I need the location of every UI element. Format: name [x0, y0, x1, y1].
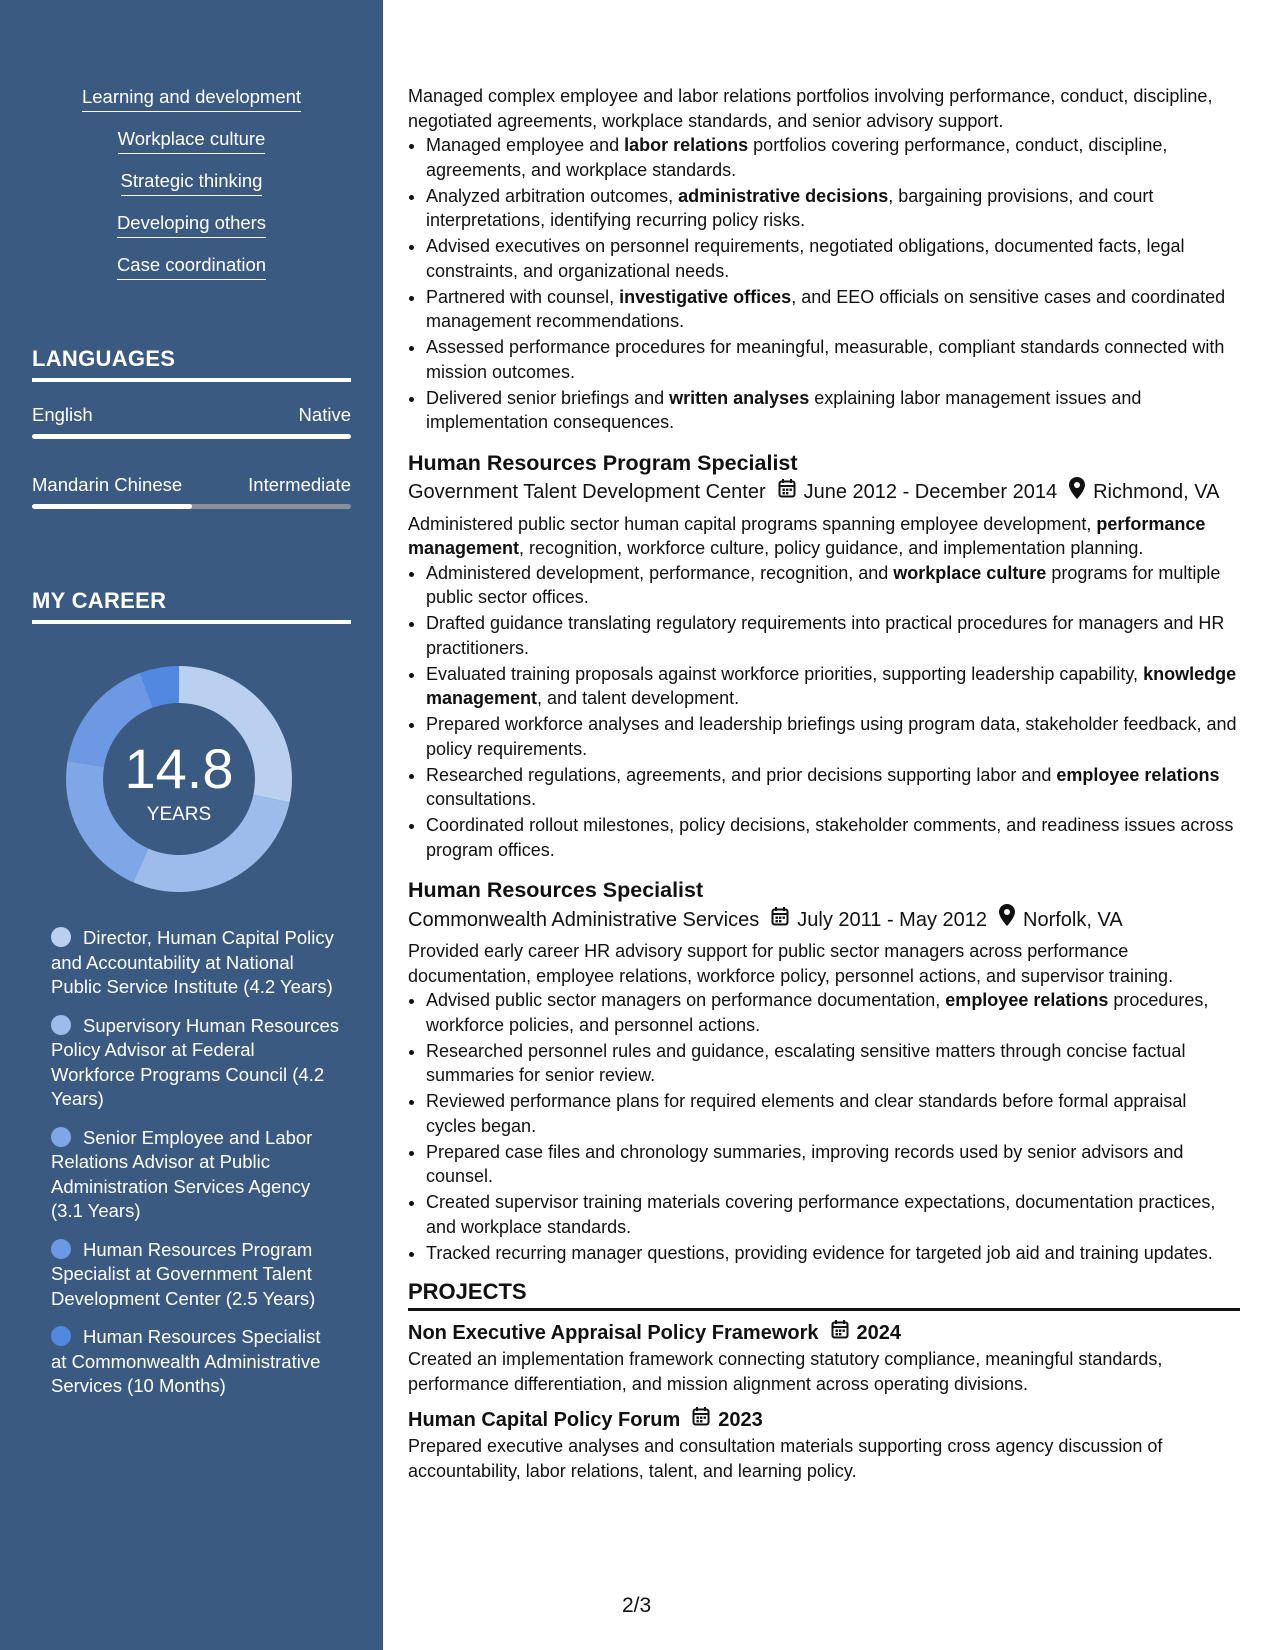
summary-keyword: performance management: [408, 513, 1206, 558]
language-name: Mandarin Chinese: [32, 474, 183, 495]
project-title-row: [408, 1319, 1240, 1347]
job-title: Human Resources Program Specialist: [408, 450, 798, 475]
bullet-item: [426, 285, 1240, 334]
language-row: [32, 474, 351, 496]
skill-item: Strategic thinking: [121, 170, 263, 196]
bullet-text: Administered development, performance, recognition, and: [426, 562, 894, 583]
bullet-text: Advised public sector managers on performance documentation,: [426, 990, 946, 1010]
summary-text: , recognition, workforce culture, policy guidance, and implementation planning.: [519, 538, 1144, 558]
bullet-text: Partnered with counsel,: [426, 286, 620, 307]
bullet-item: [426, 813, 1240, 862]
bullet-item: [426, 386, 1240, 435]
bullet-text: , and EEO officials on sensitive cases and coordinated management recommendations.: [426, 286, 1226, 331]
bullet-keyword: labor relations: [624, 135, 749, 155]
project-description: Prepared executive analyses and consultation materials supporting cross agency discussion of accountability, labor relations, talent, and learning policy.: [408, 1436, 1163, 1481]
career-item: [51, 1126, 341, 1224]
bullet-text: Analyzed arbitration outcomes,: [426, 185, 679, 206]
intro-summary: Managed complex employee and labor relations portfolios involving performance, conduct, discipline, negotiated agreements, workplace standards, and senior advisory support.: [408, 86, 1213, 131]
skill-item: Developing others: [117, 212, 266, 238]
language-level: Native: [298, 404, 351, 425]
project-year: 2023: [718, 1409, 763, 1431]
job-title: Human Resources Specialist: [408, 878, 704, 902]
bullet-text: Coordinated rollout milestones, policy decisions, stakeholder comments, and readiness issues across program offices.: [426, 815, 1234, 860]
job-location: Norfolk, VA: [1023, 908, 1123, 931]
bullet-item: [426, 662, 1240, 711]
bullet-text: Researched regulations, agreements, and prior decisions supporting labor and: [426, 764, 1057, 785]
calendar-icon: [771, 905, 789, 935]
location-pin-icon: [999, 904, 1015, 935]
career-item: [51, 1325, 341, 1399]
career-dot: [51, 927, 71, 947]
language-bar-fill: [32, 434, 351, 439]
bullet-text: Advised executives on personnel requirements, negotiated obligations, documented facts, legal constraints, and organizational needs.: [426, 236, 1185, 281]
career-list: [51, 926, 341, 1413]
job-org: Commonwealth Administrative Services: [408, 908, 760, 931]
languages-heading: LANGUAGES: [32, 346, 351, 382]
job-bullet-list: [408, 988, 1240, 1265]
bullet-item: [426, 234, 1240, 283]
bullet-keyword: knowledge management: [426, 663, 1237, 708]
bullet-text: , and talent development.: [537, 688, 740, 708]
calendar-icon: [778, 477, 796, 507]
language-level: Intermediate: [248, 474, 351, 495]
summary-text: Provided early career HR advisory support for public sector managers across performance documentation, employee relations, workforce policy, personnel actions, and supervisor training.: [408, 941, 1174, 986]
project-title: Non Executive Appraisal Policy Framework: [408, 1322, 819, 1344]
bullet-item: [426, 988, 1240, 1037]
bullet-item: [426, 1039, 1240, 1088]
bullet-keyword: employee relations: [945, 990, 1109, 1010]
career-item-text: Human Resources Specialist at Commonwealth Administrative Services (10 Months): [51, 1326, 321, 1396]
job-location: Richmond, VA: [1093, 481, 1220, 503]
calendar-icon: [831, 1319, 849, 1347]
language-name: English: [32, 404, 93, 425]
bullet-item: [426, 184, 1240, 233]
career-donut-chart: [66, 666, 292, 892]
bullet-text: Prepared case files and chronology summaries, improving records used by senior advisors and counsel.: [426, 1141, 1184, 1186]
career-item: [51, 1238, 341, 1312]
career-dot: [51, 1239, 71, 1259]
bullet-text: Prepared workforce analyses and leadership briefings using program data, stakeholder feedback, and policy requirements.: [426, 714, 1237, 759]
language-bar: [32, 504, 351, 509]
career-item-text: Director, Human Capital Policy and Accountability at National Public Service Institute (4.2 Years): [51, 927, 334, 997]
career-item-text: Supervisory Human Resources Policy Advisor at Federal Workforce Programs Council (4.2 Years): [51, 1014, 340, 1109]
project-description: Created an implementation framework connecting statutory compliance, meaningful standards, performance differentiation, and mission alignment across operating divisions.: [408, 1349, 1163, 1394]
bullet-keyword: investigative offices: [619, 286, 792, 307]
bullet-text: explaining labor management issues and implementation consequences.: [426, 387, 1142, 432]
job-meta: [408, 477, 1240, 508]
bullet-text: procedures, workforce policies, and personnel actions.: [426, 990, 1209, 1035]
career-item-text: Senior Employee and Labor Relations Advisor at Public Administration Services Agency (3.1 Years): [51, 1126, 313, 1221]
bullet-item: [426, 335, 1240, 384]
summary-text: Administered public sector human capital programs spanning employee development,: [408, 513, 1097, 534]
job-dates: June 2012 - December 2014: [803, 481, 1058, 503]
bullet-text: Tracked recurring manager questions, providing evidence for targeted job aid and training updates.: [426, 1242, 1213, 1263]
bullet-item: [426, 712, 1240, 761]
career-dot: [51, 1326, 71, 1346]
project-title-row: [408, 1406, 1240, 1434]
bullet-keyword: workplace culture: [893, 562, 1047, 583]
bullet-text: Researched personnel rules and guidance, escalating sensitive matters through concise factual summaries for senior review.: [426, 1040, 1186, 1085]
career-unit: YEARS: [146, 804, 212, 825]
bullet-text: Reviewed performance plans for required elements and clear standards before formal appraisal cycles began.: [426, 1091, 1187, 1136]
career-item-text: Human Resources Program Specialist at Government Talent Development Center (2.5 Years): [51, 1238, 316, 1309]
calendar-icon: [692, 1406, 710, 1434]
bullet-keyword: administrative decisions: [678, 185, 889, 206]
bullet-text: Assessed performance procedures for meaningful, measurable, compliant standards connected with mission outcomes.: [426, 337, 1225, 382]
intro-bullet-list: [408, 133, 1240, 435]
main-content: [408, 84, 1240, 1483]
bullet-item: [426, 1140, 1240, 1189]
job-org: Government Talent Development Center: [408, 481, 766, 503]
job-summary: [408, 512, 1240, 561]
bullet-item: [426, 1089, 1240, 1138]
career-total: 14.8: [124, 737, 234, 800]
career-item: [51, 926, 341, 1000]
career-item: [51, 1014, 341, 1112]
bullet-text: Managed employee and: [426, 135, 625, 155]
language-row: [32, 404, 351, 426]
career-dot: [51, 1015, 71, 1035]
career-heading: MY CAREER: [32, 588, 351, 624]
bullet-keyword: written analyses: [669, 387, 810, 408]
projects-heading: PROJECTS: [408, 1279, 1240, 1311]
bullet-item: [426, 763, 1240, 812]
bullet-keyword: employee relations: [1056, 764, 1220, 785]
job-bullet-list: [408, 561, 1240, 863]
skill-item: Workplace culture: [118, 128, 266, 154]
project-title: Human Capital Policy Forum: [408, 1409, 681, 1431]
bullet-item: [426, 561, 1240, 610]
sidebar: [0, 0, 383, 1650]
location-pin-icon: [1069, 477, 1085, 508]
bullet-item: [426, 1190, 1240, 1239]
bullet-text: Drafted guidance translating regulatory requirements into practical procedures for managers and HR practitioners.: [426, 613, 1225, 658]
bullet-text: portfolios covering performance, conduct, discipline, agreements, and workplace standards.: [426, 135, 1168, 180]
bullet-text: Evaluated training proposals against workforce priorities, supporting leadership capability,: [426, 663, 1144, 684]
job-meta: [408, 904, 1240, 935]
skills-list: [0, 86, 383, 296]
page-number: 2/3: [622, 1594, 652, 1617]
bullet-item: [426, 1241, 1240, 1266]
bullet-item: [426, 611, 1240, 660]
bullet-text: programs for multiple public sector offices.: [426, 562, 1221, 607]
job-summary: [408, 939, 1240, 988]
language-bar: [32, 434, 351, 439]
project-year: 2024: [856, 1322, 902, 1344]
bullet-text: , bargaining provisions, and court interpretations, identifying recurring policy risks.: [426, 185, 1154, 230]
bullet-item: [426, 133, 1240, 182]
bullet-text: consultations.: [426, 789, 537, 809]
skill-item: Case coordination: [117, 254, 266, 280]
language-bar-fill: [32, 504, 192, 509]
skill-item: Learning and development: [82, 86, 301, 112]
bullet-text: Created supervisor training materials covering performance expectations, documentation practices, and workplace standards.: [426, 1192, 1216, 1237]
career-dot: [51, 1127, 71, 1147]
job-dates: July 2011 - May 2012: [797, 908, 987, 931]
bullet-text: Delivered senior briefings and: [426, 387, 670, 408]
